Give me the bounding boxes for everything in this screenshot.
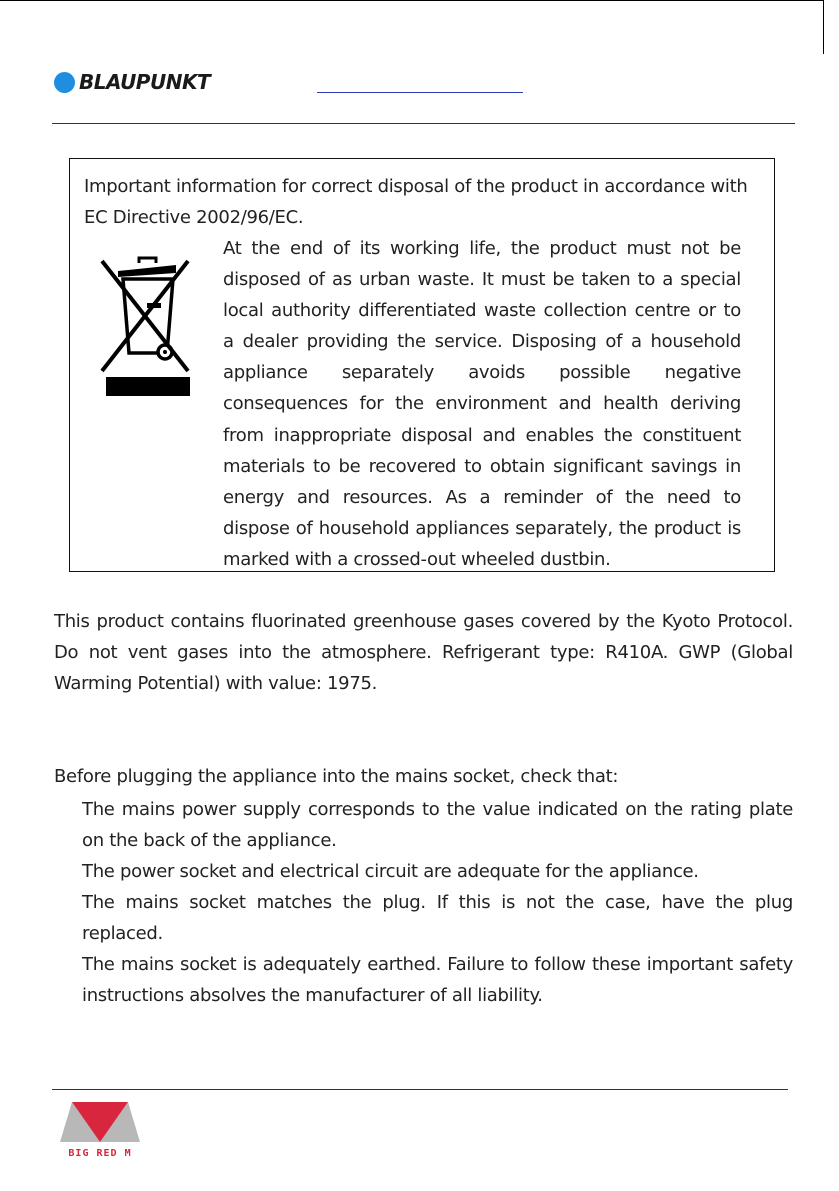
- check-item-socket-circuit: The power socket and electrical circuit are adequate for the appliance.: [82, 861, 699, 882]
- check-item-plug-match: The mains socket matches the plug. If this is not the case, have the plug replaced.: [82, 892, 793, 944]
- page-edge-mark: [823, 0, 824, 54]
- electrical-check-intro: Before plugging the appliance into the mains socket, check that:: [54, 766, 619, 787]
- electrical-check-list: [82, 794, 793, 1011]
- check-item-rating-plate: The mains power supply corresponds to the value indicated on the rating plate on the back of the appliance.: [82, 799, 793, 851]
- big-red-m-logo: [60, 1100, 140, 1160]
- kyoto-notice: This product contains fluorinated greenhouse gases covered by the Kyoto Protocol. Do not vent gases into the atmosphere. Refrigerant type: R410A. GWP (Global Warming Potential) with value: 1975.: [54, 611, 793, 694]
- weee-body-text: At the end of its working life, the product must not be disposed of as urban waste. It must be taken to a special local authority differentiated waste collection centre or to a dealer providing the service. Disposing of a household appliance separately avoids possible negative consequences for the environment and health deriving from inappropriate disposal and enables the constituent materials to be recovered to obtain significant savings in energy and resources. As a reminder of the need to dispose of household appliances separately, the product is marked with a crossed-out wheeled dustbin.: [223, 238, 741, 570]
- header-link-underline[interactable]: [317, 92, 523, 93]
- brand-dot-icon: [54, 72, 75, 93]
- footer-logo-text: BIG RED M: [68, 1148, 132, 1159]
- footer-divider: [52, 1089, 788, 1090]
- check-item-earthing: The mains socket is adequately earthed. Failure to follow these important safety instructions absolves the manufacturer of all liability.: [82, 954, 793, 1006]
- page-edge-line: [0, 0, 823, 1]
- header-divider: [52, 123, 795, 124]
- brand-name: BLAUPUNKT: [79, 70, 211, 94]
- weee-disposal-notice: [69, 158, 775, 572]
- crossed-out-wheeled-bin-icon: [96, 249, 196, 397]
- blaupunkt-logo: [54, 70, 210, 94]
- weee-heading: Important information for correct disposal of the product in accordance with EC Directive 2002/96/EC.: [84, 176, 748, 228]
